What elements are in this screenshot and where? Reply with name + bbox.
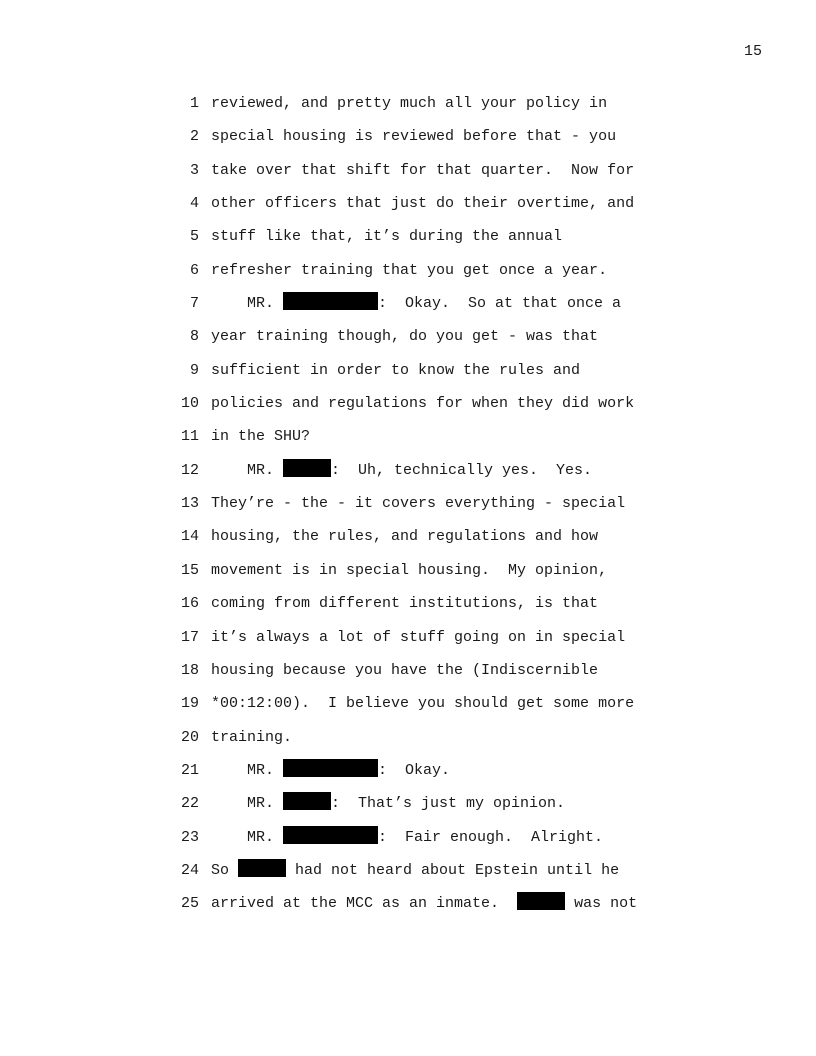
line-number: 22 <box>180 795 199 813</box>
transcript-line <box>172 787 692 820</box>
line-number: 24 <box>180 861 199 879</box>
text-segment: policies and regulations for when they did work <box>211 395 635 413</box>
transcript-line <box>172 654 692 687</box>
text-segment: MR. <box>211 461 284 479</box>
line-number: 6 <box>189 261 199 279</box>
line-text <box>211 320 598 353</box>
text-segment: They’re - the - it covers everything - special <box>211 495 626 513</box>
transcript-line <box>172 487 692 520</box>
line-number: 15 <box>180 561 199 579</box>
text-segment: take over that shift for that quarter. Now for <box>211 161 635 179</box>
transcript-line <box>172 354 692 387</box>
transcript-line <box>172 854 692 887</box>
transcript-body <box>172 87 692 921</box>
text-segment: MR. <box>211 295 284 313</box>
transcript-line <box>172 520 692 553</box>
text-segment: year training though, do you get - was that <box>211 328 599 346</box>
text-segment: had not heard about Epstein until he <box>286 861 620 879</box>
transcript-line <box>172 687 692 720</box>
line-number: 14 <box>180 528 199 546</box>
line-text <box>211 854 619 887</box>
text-segment: : Okay. So at that once a <box>378 295 622 313</box>
text-segment: in the SHU? <box>211 428 311 446</box>
line-text <box>211 387 634 420</box>
line-number: 17 <box>180 628 199 646</box>
text-segment: coming from different institutions, is that <box>211 595 599 613</box>
line-number: 12 <box>180 461 199 479</box>
text-segment: movement is in special housing. My opinion, <box>211 561 608 579</box>
line-text <box>211 220 562 253</box>
line-text <box>211 654 598 687</box>
text-segment: MR. <box>211 828 284 846</box>
line-number: 10 <box>180 395 199 413</box>
text-segment: So <box>211 861 239 879</box>
transcript-line <box>172 454 692 487</box>
line-text <box>211 154 634 187</box>
text-segment: : Okay. <box>378 761 451 779</box>
transcript-line <box>172 587 692 620</box>
text-segment: special housing is reviewed before that - you <box>211 128 617 146</box>
line-number: 5 <box>189 228 199 246</box>
line-text <box>211 821 603 854</box>
text-segment: it’s always a lot of stuff going on in special <box>211 628 626 646</box>
transcript-line <box>172 721 692 754</box>
line-text <box>211 454 592 487</box>
redaction-box <box>517 892 565 910</box>
line-text <box>211 120 616 153</box>
line-text <box>211 420 310 453</box>
line-number: 25 <box>180 895 199 913</box>
transcript-line <box>172 287 692 320</box>
redaction-box <box>238 859 286 877</box>
text-segment: MR. <box>211 761 284 779</box>
line-text <box>211 87 607 120</box>
line-text <box>211 187 634 220</box>
line-text <box>211 621 625 654</box>
line-number: 1 <box>189 95 199 112</box>
line-text <box>211 721 292 754</box>
line-text <box>211 587 598 620</box>
text-segment: *00:12:00). I believe you should get some more <box>211 695 635 713</box>
transcript-line <box>172 754 692 787</box>
line-number: 7 <box>189 295 199 313</box>
line-number: 13 <box>180 495 199 513</box>
line-number: 20 <box>180 728 199 746</box>
line-text <box>211 687 634 720</box>
transcript-line <box>172 387 692 420</box>
transcript-line <box>172 87 692 120</box>
line-text <box>211 787 565 820</box>
transcript-line <box>172 821 692 854</box>
line-number: 18 <box>180 661 199 679</box>
transcript-line <box>172 887 692 920</box>
transcript-line <box>172 187 692 220</box>
line-number: 3 <box>189 161 199 179</box>
text-segment: housing because you have the (Indiscernible <box>211 661 599 679</box>
line-number: 9 <box>189 361 199 379</box>
redaction-box <box>283 826 378 844</box>
line-text <box>211 754 450 787</box>
transcript-line <box>172 220 692 253</box>
redaction-box <box>283 459 331 477</box>
text-segment: arrived at the MCC as an inmate. <box>211 895 518 913</box>
line-text <box>211 487 625 520</box>
transcript-line <box>172 154 692 187</box>
redaction-box <box>283 792 331 810</box>
line-number: 2 <box>189 128 199 146</box>
line-text <box>211 887 637 920</box>
text-segment: housing, the rules, and regulations and how <box>211 528 599 546</box>
line-number: 8 <box>189 328 199 346</box>
text-segment: MR. <box>211 795 284 813</box>
text-segment: refresher training that you get once a year. <box>211 261 608 279</box>
transcript-line <box>172 120 692 153</box>
text-segment: other officers that just do their overtime, and <box>211 195 635 213</box>
text-segment: training. <box>211 728 293 746</box>
text-segment: : Uh, technically yes. Yes. <box>331 461 593 479</box>
line-text <box>211 520 598 553</box>
transcript-line <box>172 554 692 587</box>
line-number: 19 <box>180 695 199 713</box>
line-number: 11 <box>180 428 199 446</box>
transcript-line <box>172 254 692 287</box>
line-text <box>211 287 621 320</box>
line-text <box>211 354 580 387</box>
transcript-line <box>172 420 692 453</box>
line-text <box>211 554 607 587</box>
text-segment: was not <box>565 895 638 913</box>
text-segment: sufficient in order to know the rules and <box>211 361 581 379</box>
redaction-box <box>283 759 378 777</box>
text-segment: reviewed, and pretty much all your policy in <box>211 95 608 112</box>
text-segment: : Fair enough. Alright. <box>378 828 604 846</box>
line-number: 16 <box>180 595 199 613</box>
transcript-line <box>172 320 692 353</box>
line-text <box>211 254 607 287</box>
line-number: 4 <box>189 195 199 213</box>
line-number: 21 <box>180 761 199 779</box>
text-segment: : That’s just my opinion. <box>331 795 566 813</box>
transcript-line <box>172 621 692 654</box>
page-number: 15 <box>743 43 762 60</box>
text-segment: stuff like that, it’s during the annual <box>211 228 563 246</box>
redaction-box <box>283 292 378 310</box>
line-number: 23 <box>180 828 199 846</box>
